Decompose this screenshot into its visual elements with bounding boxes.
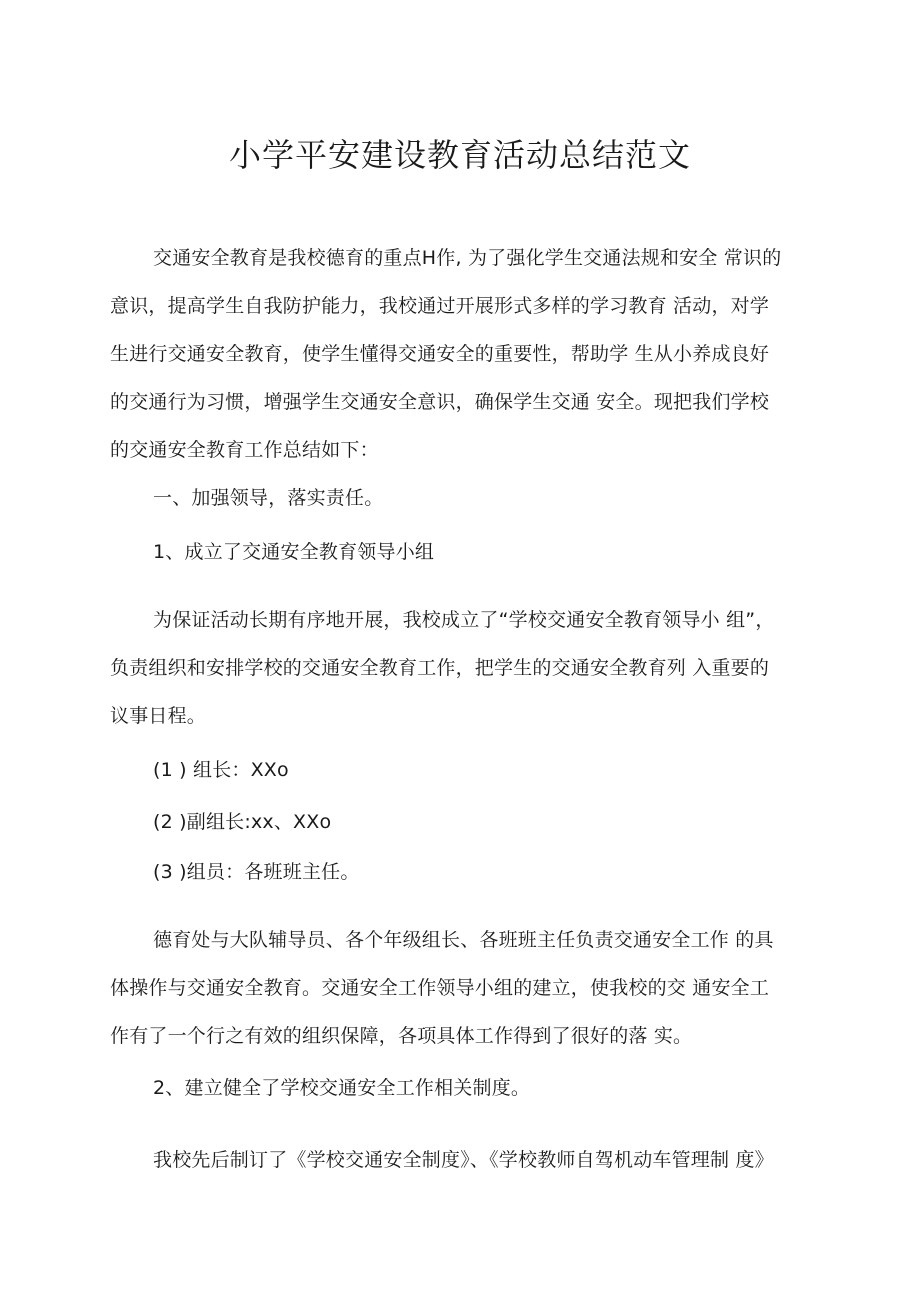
paragraph-line: 议事日程。 bbox=[110, 705, 207, 727]
list-item: (2 )副组长:xx、XXo bbox=[153, 811, 332, 833]
paragraph-line: 交通安全教育是我校德育的重点H作, 为了强化学生交通法规和安全 常识的 bbox=[153, 247, 782, 269]
subsection-heading: 2、建立健全了学校交通安全工作相关制度。 bbox=[153, 1077, 531, 1099]
list-item: (3 )组员：各班班主任。 bbox=[153, 861, 360, 883]
paragraph-line: 德育处与大队辅导员、各个年级组长、各班班主任负责交通安全工作 的具 bbox=[153, 929, 774, 951]
subsection-heading: 1、成立了交通安全教育领导小组 bbox=[153, 541, 435, 563]
paragraph-line: 作有了一个行之有效的组织保障，各项具体工作得到了很好的落 实。 bbox=[110, 1025, 693, 1047]
paragraph-line: 体操作与交通安全教育。交通安全工作领导小组的建立，使我校的交 通安全工 bbox=[110, 977, 770, 999]
paragraph-line: 的交通行为习惯，增强学生交通安全意识，确保学生交通 安全。现把我们学校 bbox=[110, 391, 770, 413]
list-item: (1 ) 组长：XXo bbox=[153, 759, 289, 781]
document-title: 小学平安建设教育活动总结范文 bbox=[228, 136, 691, 174]
paragraph-line: 生进行交通安全教育，使学生懂得交通安全的重要性，帮助学 生从小养成良好 bbox=[110, 343, 770, 365]
paragraph-line: 负责组织和安排学校的交通安全教育工作，把学生的交通安全教育列 入重要的 bbox=[110, 657, 770, 679]
section-heading: 一、加强领导，落实责任。 bbox=[153, 487, 384, 509]
paragraph-line: 意识，提高学生自我防护能力，我校通过开展形式多样的学习教育 活动，对学 bbox=[110, 295, 770, 317]
paragraph-line: 的交通安全教育工作总结如下： bbox=[110, 439, 379, 461]
paragraph-line: 为保证活动长期有序地开展，我校成立了“学校交通安全教育领导小 组”， bbox=[153, 609, 775, 631]
paragraph-line: 我校先后制订了《学校交通安全制度》、《学校教师自驾机动车管理制 度》 bbox=[153, 1149, 774, 1171]
